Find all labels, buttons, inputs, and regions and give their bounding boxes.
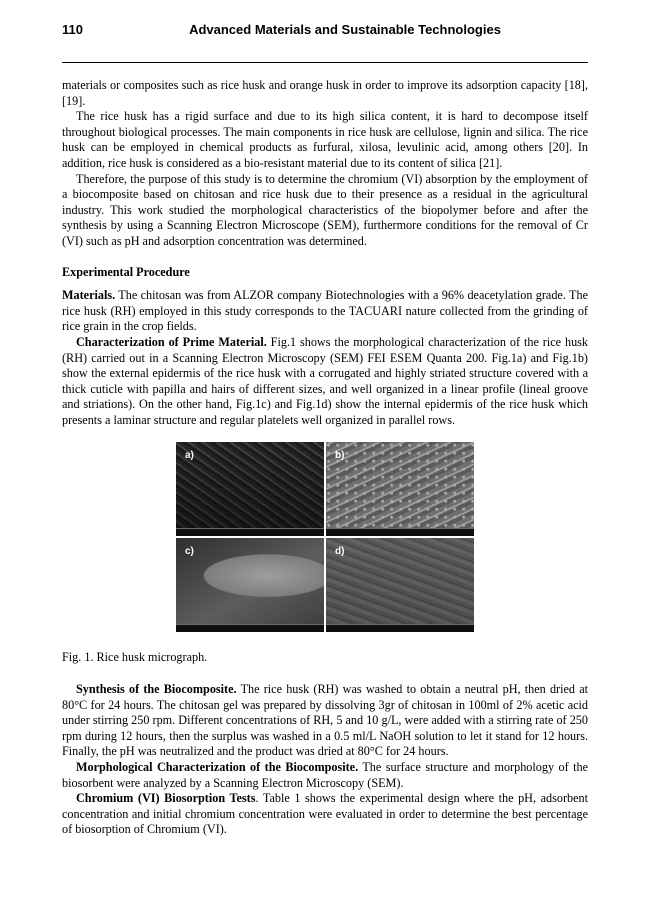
body-text [62, 78, 588, 838]
characterization-text: Fig.1 shows the morphological characterization of the rice husk (RH) carried out in a Scanning Electron Microscopy (SEM) FEI ESEM Quanta 200. Fig.1a) and Fig.1b) show the external epidermis of the rice husk with a corrugated and highly striated structure covered with a thick cuticle with papilla and hairs of different sizes, and well organized in a linear profile (lineal groove and striations). On the other hand, Fig.1c) and Fig.1d) show the internal epidermis of the rice husk which presents a laminar structure and regular platelets well organized in parallel rows. [62, 334, 588, 427]
panel-label-a: a) [185, 450, 194, 462]
morphological-heading: Morphological Characterization of the Biocomposite. [76, 760, 359, 775]
sem-micrograph-figure [176, 442, 474, 632]
section-title: Experimental Procedure [62, 264, 190, 279]
paragraph-characterization [62, 335, 588, 429]
paragraph-chromium [62, 791, 588, 838]
paragraph-continuation: materials or composites such as rice husk and orange husk in order to improve its adsorption capacity [18], [19]. [62, 78, 588, 108]
chromium-heading: Chromium (VI) Biosorption Tests [76, 791, 256, 806]
sem-info-bar [176, 528, 324, 536]
micrograph-panel-d [326, 538, 474, 632]
running-header [62, 22, 588, 42]
chromium-text: . Table 1 shows the experimental design where the pH, adsorbent concentration and initial chromium concentration were evaluated in order to determine the best percentage of biosorption of Chromium (VI). [62, 791, 588, 837]
header-rule [62, 62, 588, 63]
paragraph-rice-husk: The rice husk has a rigid surface and due to its high silica content, it is hard to decompose itself throughout biological processes. The main components in rice husk are cellulose, lignin and silica. The rice husk can be employed in chemical products as furfural, xilosa, levulinic acid, among others [20]. In addition, rice husk is considered as a bio-resistant material due to its content of silica [21]. [62, 109, 588, 170]
characterization-heading: Characterization of Prime Material. [76, 334, 267, 349]
paragraph-morphological [62, 760, 588, 791]
figure-caption: Fig. 1. Rice husk micrograph. [62, 650, 208, 665]
synthesis-text: The rice husk (RH) was washed to obtain a neutral pH, then dried at 80°C for 24 hours. The chitosan gel was prepared by dissolving 3gr of chitosan in 100ml of 2% acetic acid under stirring 250 rpm. Different concentrations of RH, 5 and 10 g/L, were added with a stirring rate of 250 rpm during 12 hours, then the surplus was washed in a 0.5 ml/L NaOH solution to let it stand for 12 hours. Finally, the pH was neutralized and the product was dried at 80°C for 24 hours. [62, 682, 588, 759]
materials-text: The chitosan was from ALZOR company Biotechnologies with a 96% deacetylation grade. The rice husk (RH) employed in this study corresponds to the TACUARI nature collected from the grinding of rice grain in the crop fields. [62, 288, 588, 334]
paragraph-materials [62, 288, 588, 335]
morphological-text: The surface structure and morphology of the biosorbent were analyzed by a Scanning Electron Microscopy (SEM). [62, 760, 588, 790]
micrograph-panel-b [326, 442, 474, 536]
micrograph-panel-c [176, 538, 324, 632]
paragraph-synthesis [62, 682, 588, 760]
panel-label-d: d) [335, 546, 345, 558]
paragraph-purpose: Therefore, the purpose of this study is to determine the chromium (VI) absorption by the employment of a biocomposite based on chitosan and rice husk due to their presence as a residual in the agricultural industry. This work studied the morphological characteristics of the biopolymer before and after the synthesis by using a Scanning Electron Microscope (SEM), furthermore conditions for the removal of Cr (VI) such as pH and adsorption concentration was determined. [62, 171, 588, 248]
panel-label-b: b) [335, 450, 345, 462]
page-number: 110 [62, 22, 83, 37]
journal-title: Advanced Materials and Sustainable Technologies [189, 22, 501, 37]
panel-label-c: c) [185, 546, 194, 558]
synthesis-heading: Synthesis of the Biocomposite. [76, 682, 237, 697]
sem-info-bar [326, 624, 474, 632]
micrograph-panel-a [176, 442, 324, 536]
sem-info-bar [176, 624, 324, 632]
sem-info-bar [326, 528, 474, 536]
materials-heading: Materials. [62, 288, 116, 303]
